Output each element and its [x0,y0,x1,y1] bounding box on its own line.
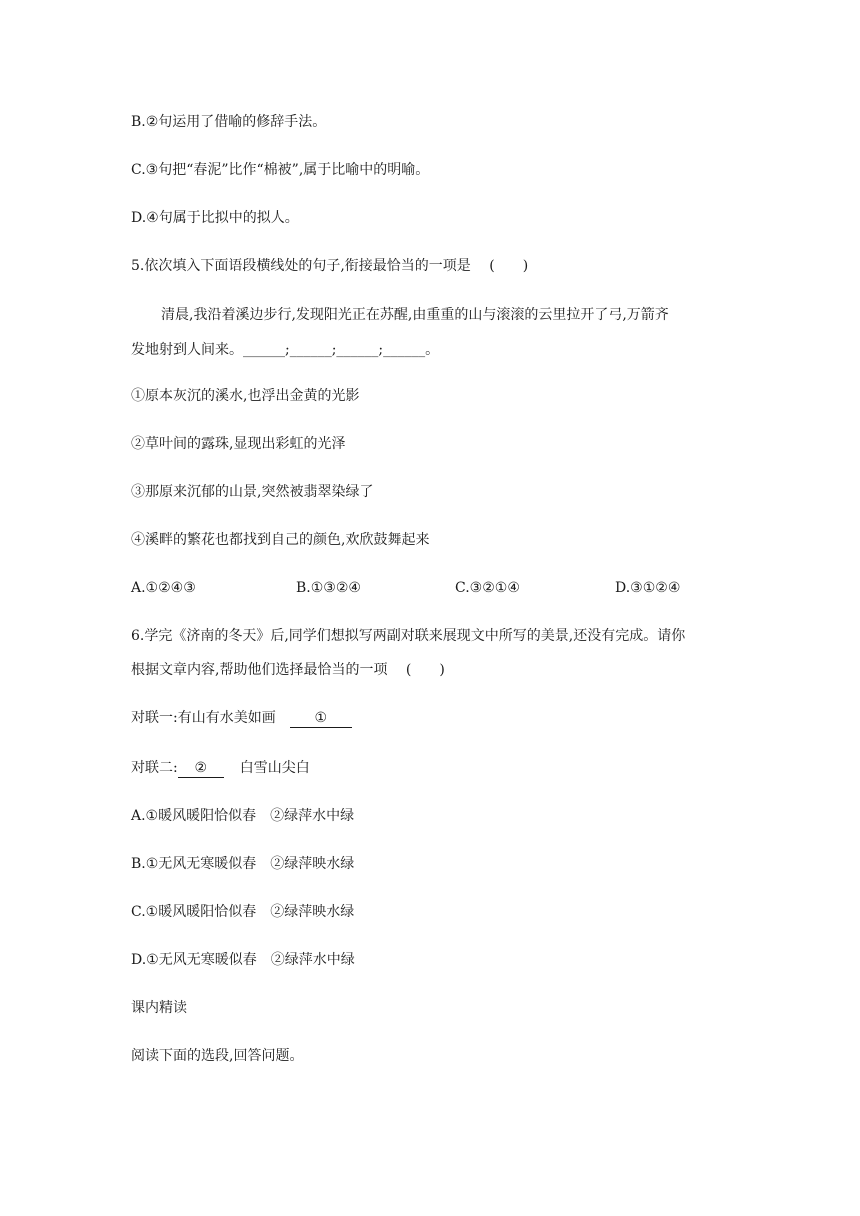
q5-passage-line-2: 发地射到人间来。______;______;______;______。 [131,342,440,358]
q5-stem [131,256,528,276]
couplet-2-text: 白雪山尖白 [239,760,310,776]
couplet-2-blank: ② [178,760,224,778]
couplet-1-blank: ① [290,710,352,728]
q6-couplet-2 [131,758,310,778]
q6-stem-text: 根据文章内容,帮助他们选择最恰当的一项 [131,662,388,678]
q6-option-a: A.①暖风暖阳恰似春 ②绿萍水中绿 [131,808,355,824]
q5-option-c: C.③②①④ [455,580,520,596]
couplet-1-text: 对联一:有山有水美如画 [131,710,276,726]
couplet-2-label: 对联二: [131,760,178,776]
q5-option-a: A.①②④③ [131,580,196,596]
q5-stem-text: 5.依次填入下面语段横线处的句子,衔接最恰当的一项是 [131,258,471,274]
q5-sentence-2: ②草叶间的露珠,显现出彩虹的光泽 [131,436,346,452]
q6-option-b: B.①无风无寒暖似春 ②绿萍映水绿 [131,856,355,872]
q6-answer-paren: ( ) [405,662,445,678]
q6-option-c: C.①暖风暖阳恰似春 ②绿萍映水绿 [131,904,355,920]
q5-option-d: D.③①②④ [615,580,681,596]
q5-option-b: B.①③②④ [296,580,361,596]
q5-answer-paren: ( ) [489,258,529,274]
q6-stem-line-2 [131,660,445,680]
q6-option-d: D.①无风无寒暖似春 ②绿萍水中绿 [131,952,355,968]
section-title: 课内精读 [131,1000,187,1016]
q5-sentence-4: ④溪畔的繁花也都找到自己的颜色,欢欣鼓舞起来 [131,532,430,548]
q4-option-b: B.②句运用了借喻的修辞手法。 [131,114,327,130]
q5-passage-line-1: 清晨,我沿着溪边步行,发现阳光正在苏醒,由重重的山与滚滚的云里拉开了弓,万箭齐 [161,307,669,323]
reading-instruction: 阅读下面的选段,回答问题。 [131,1048,304,1064]
q4-option-c: C.③句把“春泥”比作“棉被”,属于比喻中的明喻。 [131,162,430,178]
q5-sentence-3: ③那原来沉郁的山景,突然被翡翠染绿了 [131,484,374,500]
q5-sentence-1: ①原本灰沉的溪水,也浮出金黄的光影 [131,388,360,404]
q4-option-d: D.④句属于比拟中的拟人。 [131,210,299,226]
q6-couplet-1 [131,708,352,728]
q6-stem-line-1: 6.学完《济南的冬天》后,同学们想拟写两副对联来展现文中所写的美景,还没有完成。请你 [131,628,686,644]
